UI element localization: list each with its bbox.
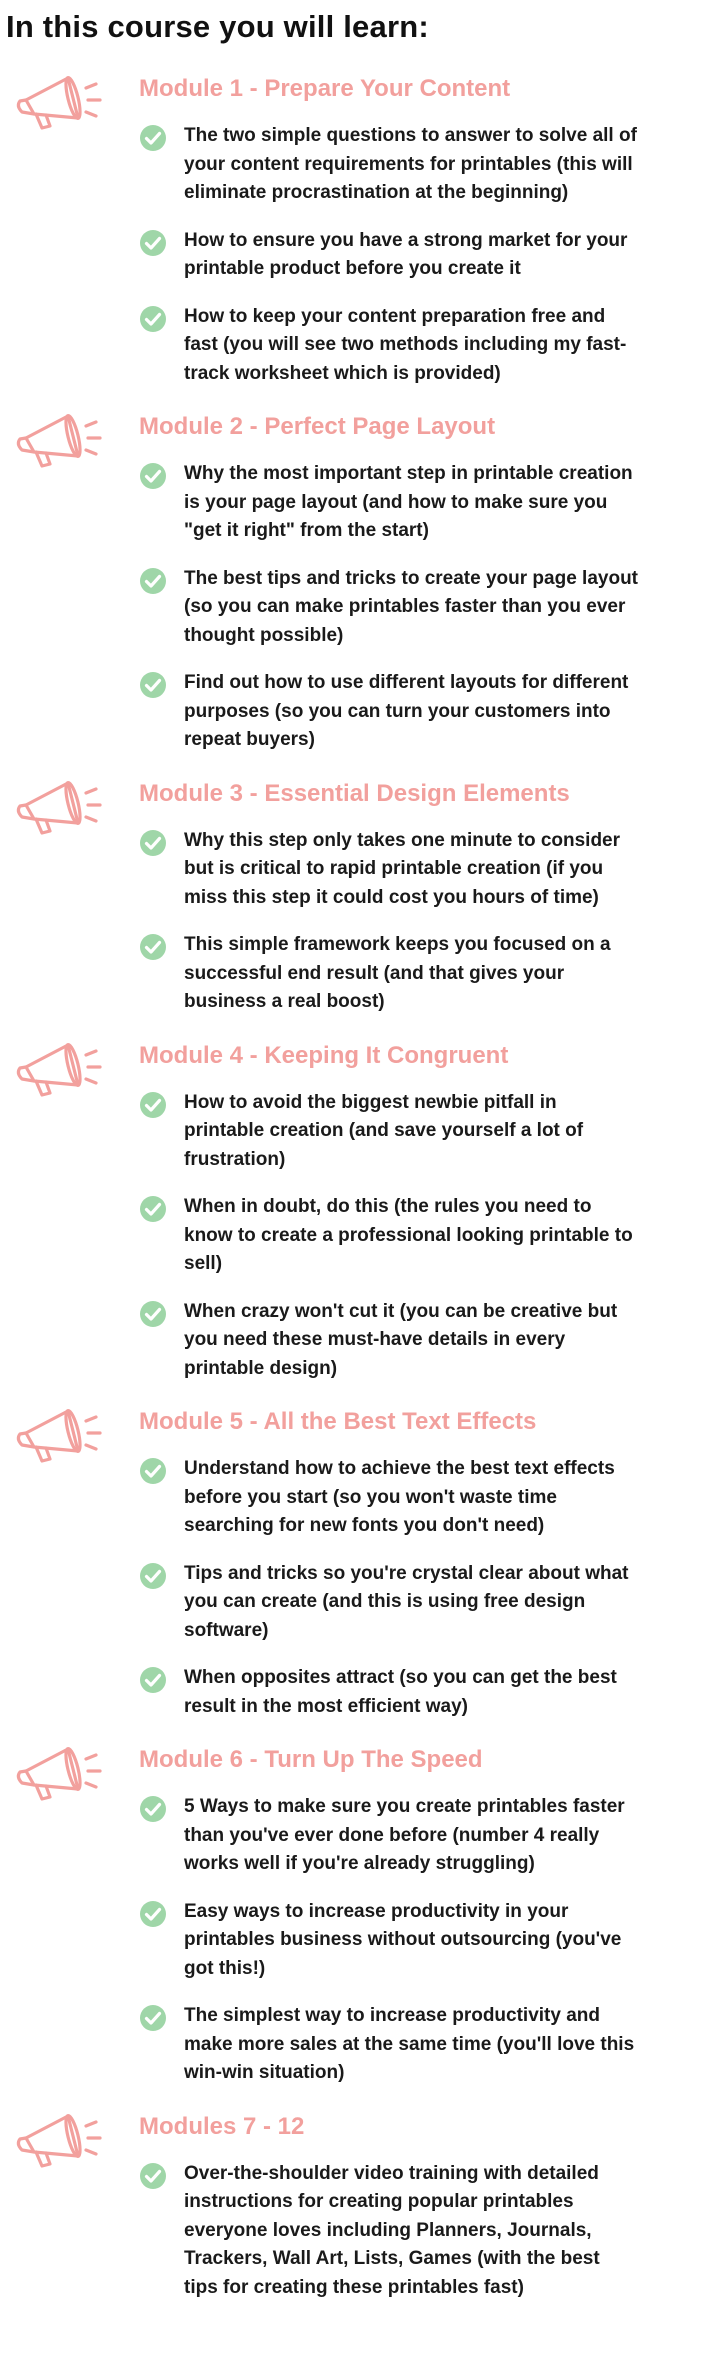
point-text (184, 227, 694, 284)
point-line: track worksheet which is provided) (184, 362, 501, 384)
point-text (184, 1664, 694, 1721)
point-line: tips for creating these printables fast) (184, 2276, 524, 2298)
point-line: everyone loves including Planners, Journals, (184, 2219, 592, 2241)
point-line: printable design) (184, 1357, 338, 1379)
module-section (6, 771, 718, 1017)
check-circle-icon (139, 462, 167, 490)
point-line: eliminate procrastination at the beginning) (184, 182, 569, 203)
list-item (139, 1898, 718, 1984)
megaphone-icon (6, 1741, 116, 1805)
point-line: Tips and tricks so you're crystal clear about what (184, 1562, 629, 1584)
list-item (139, 669, 718, 755)
point-line: When crazy won't cut it (you can be creative but (184, 1300, 618, 1322)
megaphone-icon (6, 408, 116, 472)
list-item (139, 227, 718, 284)
megaphone-icon (6, 70, 116, 134)
module-title: Module 2 - Perfect Page Layout (139, 413, 496, 440)
list-item (139, 2002, 718, 2088)
point-line: Why this step only takes one minute to consider (184, 829, 621, 851)
list-item (139, 1193, 718, 1279)
point-line: searching for new fonts you don't need) (184, 1515, 545, 1536)
check-circle-icon (139, 124, 167, 152)
module-header (6, 66, 718, 122)
learning-points (6, 460, 718, 755)
module-section (6, 1737, 718, 2088)
point-text (184, 1455, 694, 1541)
list-item (139, 931, 718, 1017)
point-line: The simplest way to increase productivity and (184, 2005, 601, 2026)
point-line: This simple framework keeps you focused on a (184, 934, 611, 955)
module-title: Module 6 - Turn Up The Speed (139, 1746, 483, 1773)
check-circle-icon (139, 2162, 167, 2190)
point-line: make more sales at the same time (you'll love this (184, 2033, 635, 2055)
point-text (184, 2002, 694, 2088)
module-header (6, 1033, 718, 1089)
point-line: Trackers, Wall Art, Lists, Games (with the best (184, 2248, 600, 2269)
module-list (6, 66, 718, 2302)
point-text (184, 1193, 694, 1279)
learning-points (6, 1793, 718, 2088)
point-line: repeat buyers) (184, 729, 315, 750)
list-item (139, 2160, 718, 2303)
point-line: know to create a professional looking printable to (184, 1224, 633, 1246)
module-header (6, 2104, 718, 2160)
point-line: When in doubt, do this (the rules you need to (184, 1196, 592, 1217)
check-circle-icon (139, 229, 167, 257)
point-text (184, 565, 694, 651)
megaphone-icon (6, 2108, 116, 2172)
module-title: Modules 7 - 12 (139, 2112, 305, 2140)
point-line: Easy ways to increase productivity in your (184, 1900, 569, 1922)
point-line: than you've ever done before (number 4 really (184, 1824, 600, 1846)
list-item (139, 1455, 718, 1541)
learning-points (6, 122, 718, 388)
point-text (184, 931, 694, 1017)
point-line: sell) (184, 1253, 223, 1274)
point-line: fast (you will see two methods including my fast- (184, 334, 627, 355)
list-item (139, 122, 718, 208)
learning-points (6, 1455, 718, 1721)
point-line: 5 Ways to make sure you create printables faster (184, 1796, 625, 1817)
point-line: How to ensure you have a strong market for your (184, 229, 628, 251)
check-circle-icon (139, 1457, 167, 1485)
point-line: Why the most important step in printable creation (184, 463, 633, 484)
point-line: software) (184, 1619, 269, 1641)
list-item (139, 460, 718, 546)
point-line: result in the most efficient way) (184, 1695, 468, 1717)
check-circle-icon (139, 1195, 167, 1223)
module-section (6, 1033, 718, 1384)
point-line: The two simple questions to answer to solve all of (184, 125, 637, 146)
point-line: you need these must-have details in every (184, 1329, 566, 1350)
point-line: The best tips and tricks to create your page layout (184, 567, 639, 589)
point-line: got this!) (184, 1957, 266, 1979)
check-circle-icon (139, 1091, 167, 1119)
point-text (184, 1298, 694, 1384)
point-line: purposes (so you can turn your customers into (184, 700, 611, 722)
megaphone-icon (6, 1037, 116, 1101)
point-line: your content requirements for printables (this will (184, 153, 633, 175)
point-text (184, 1793, 694, 1879)
point-text (184, 1560, 694, 1646)
point-text (184, 2160, 694, 2303)
module-header (6, 404, 718, 460)
check-circle-icon (139, 829, 167, 857)
point-text (184, 669, 694, 755)
point-line: printable product before you create it (184, 258, 521, 279)
point-line: Find out how to use different layouts for different (184, 672, 629, 693)
list-item (139, 1793, 718, 1879)
point-line: frustration) (184, 1148, 286, 1170)
page-title: In this course you will learn: (6, 9, 429, 44)
module-title: Module 4 - Keeping It Congruent (139, 1041, 509, 1069)
point-line: is your page layout (and how to make sure you (184, 491, 608, 513)
check-circle-icon (139, 1666, 167, 1694)
point-line: instructions for creating popular printables (184, 2191, 574, 2212)
list-item (139, 1560, 718, 1646)
point-text (184, 460, 694, 546)
point-line: Understand how to achieve the best text effects (184, 1458, 615, 1479)
module-header (6, 1399, 718, 1455)
check-circle-icon (139, 1300, 167, 1328)
point-text (184, 827, 694, 913)
point-line: successful end result (and that gives your (184, 962, 565, 984)
point-line: thought possible) (184, 624, 344, 646)
point-text (184, 122, 694, 208)
module-title: Module 1 - Prepare Your Content (139, 75, 511, 102)
check-circle-icon (139, 1562, 167, 1590)
module-section (6, 404, 718, 755)
module-title: Module 5 - All the Best Text Effects (139, 1408, 537, 1435)
point-line: "get it right" from the start) (184, 520, 429, 541)
check-circle-icon (139, 933, 167, 961)
module-header (6, 1737, 718, 1793)
learning-points (6, 2160, 718, 2303)
point-text (184, 1898, 694, 1984)
point-line: works well if you're already struggling) (184, 1853, 535, 1874)
point-line: miss this step it could cost you hours of time) (184, 886, 599, 908)
list-item (139, 1298, 718, 1384)
learning-points (6, 827, 718, 1017)
list-item (139, 1089, 718, 1175)
point-line: How to keep your content preparation free and (184, 305, 606, 327)
point-line: win-win situation) (184, 2062, 345, 2083)
module-title: Module 3 - Essential Design Elements (139, 779, 570, 807)
module-section (6, 2104, 718, 2303)
check-circle-icon (139, 1900, 167, 1928)
list-item (139, 1664, 718, 1721)
point-text (184, 303, 694, 389)
megaphone-icon (6, 775, 116, 839)
learning-points (6, 1089, 718, 1384)
point-text (184, 1089, 694, 1175)
module-header (6, 771, 718, 827)
list-item (139, 303, 718, 389)
check-circle-icon (139, 567, 167, 595)
check-circle-icon (139, 1795, 167, 1823)
point-line: printable creation (and save yourself a lot of (184, 1120, 584, 1141)
point-line: printables business without outsourcing (you've (184, 1929, 622, 1950)
module-section (6, 66, 718, 388)
point-line: Over-the-shoulder video training with detailed (184, 2162, 599, 2184)
point-line: business a real boost) (184, 991, 385, 1012)
check-circle-icon (139, 305, 167, 333)
list-item (139, 827, 718, 913)
point-line: How to avoid the biggest newbie pitfall in (184, 1091, 557, 1113)
megaphone-icon (6, 1403, 116, 1467)
point-line: (so you can make printables faster than you ever (184, 596, 626, 617)
point-line: but is critical to rapid printable creation (if you (184, 858, 604, 879)
module-section (6, 1399, 718, 1721)
point-line: When opposites attract (so you can get the best (184, 1667, 617, 1688)
point-line: you can create (and this is using free design (184, 1591, 586, 1612)
check-circle-icon (139, 671, 167, 699)
point-line: before you start (so you won't waste time (184, 1486, 557, 1508)
check-circle-icon (139, 2004, 167, 2032)
list-item (139, 565, 718, 651)
